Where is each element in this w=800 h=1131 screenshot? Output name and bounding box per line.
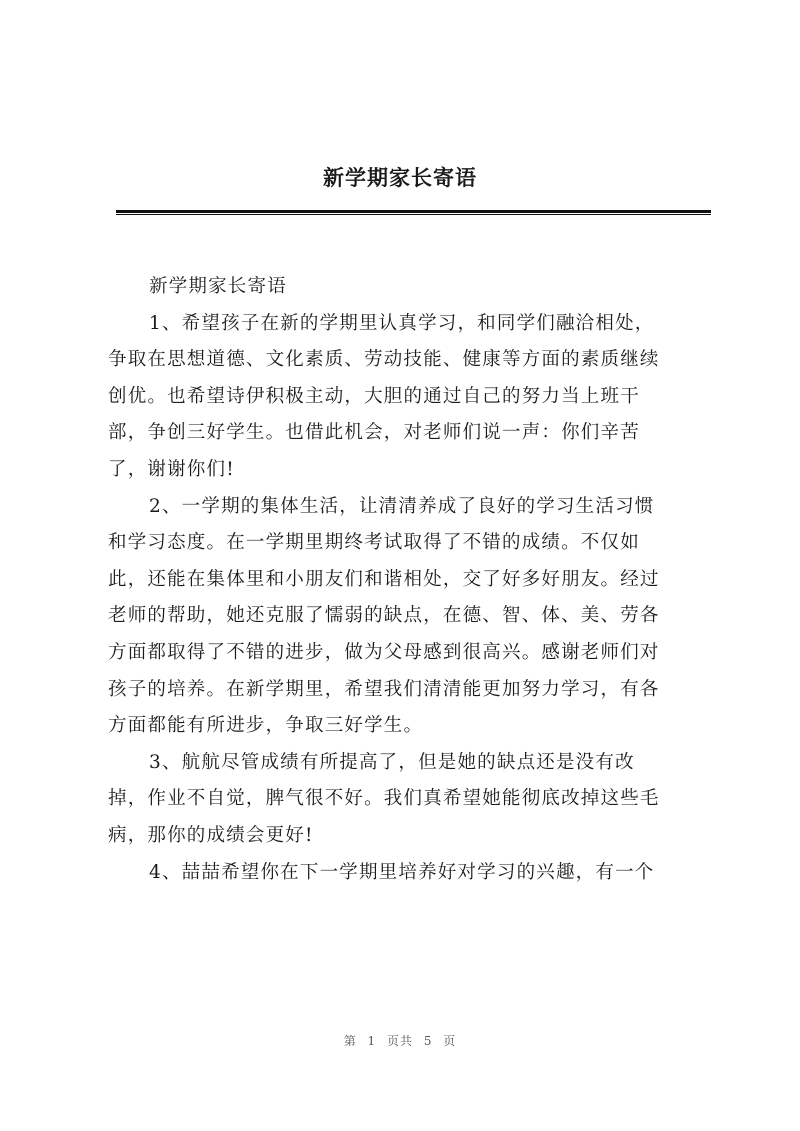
paragraph-line: 老师的帮助，她还克服了懦弱的缺点，在德、智、体、美、劳各 xyxy=(108,605,660,627)
paragraph-line: 掉，作业不自觉，脾气很不好。我们真希望她能彻底改掉这些毛 xyxy=(108,788,660,810)
title-divider xyxy=(116,210,711,215)
paragraph-line: 和学习态度。在一学期里期终考试取得了不错的成绩。不仅如 xyxy=(108,532,640,554)
paragraph-line: 1、希望孩子在新的学期里认真学习，和同学们融洽相处， xyxy=(149,312,655,334)
paragraph-line: 病，那你的成绩会更好! xyxy=(108,824,314,846)
paragraph-line: 方面都取得了不错的进步，做为父母感到很高兴。感谢老师们对 xyxy=(108,641,660,663)
paragraph-2 xyxy=(108,489,710,745)
paragraph-line: 方面都能有所进步，争取三好学生。 xyxy=(108,715,424,737)
paragraph-3 xyxy=(108,745,710,855)
paragraph-line: 2、一学期的集体生活，让清清养成了良好的学习生活习惯 xyxy=(149,495,655,517)
paragraph-line: 3、航航尽管成绩有所提高了，但是她的缺点还是没有改 xyxy=(149,751,635,773)
page-title: 新学期家长寄语 xyxy=(323,165,477,190)
paragraph-line: 4、喆喆希望你在下一学期里培养好对学习的兴趣，有一个 xyxy=(149,861,655,883)
page-number: 第 1 页共 5 页 xyxy=(343,1034,457,1048)
paragraph-line: 部，争创三好学生。也借此机会，对老师们说一声：你们辛苦 xyxy=(108,422,640,444)
paragraph-4 xyxy=(108,855,710,892)
paragraph-line: 孩子的培养。在新学期里，希望我们清清能更加努力学习，有各 xyxy=(108,678,660,700)
document-body xyxy=(108,269,710,891)
paragraph-line: 了，谢谢你们! xyxy=(108,458,235,480)
paragraph-line: 创优。也希望诗伊积极主动，大胆的通过自己的努力当上班干 xyxy=(108,385,640,407)
paragraph-line: 此，还能在集体里和小朋友们和谐相处，交了好多好朋友。经过 xyxy=(108,568,660,590)
paragraph-line: 争取在思想道德、文化素质、劳动技能、健康等方面的素质继续 xyxy=(108,349,660,371)
paragraph-1 xyxy=(108,306,710,489)
document-subtitle: 新学期家长寄语 xyxy=(149,276,287,297)
